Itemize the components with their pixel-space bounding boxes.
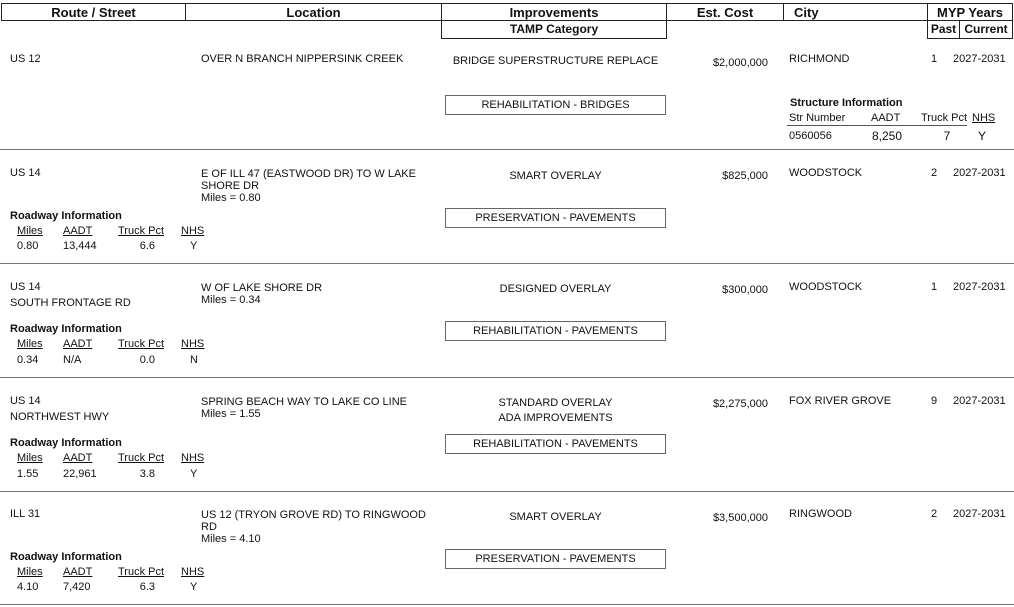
aadt: N/A xyxy=(63,354,82,366)
roadway-info-title: Roadway Information xyxy=(10,437,122,449)
past-years: 1 xyxy=(930,53,938,65)
miles: 0.80 xyxy=(17,240,39,252)
header-myp-years: MYP Years xyxy=(927,3,1013,21)
col-nhs: NHS xyxy=(181,452,205,464)
est-cost: $300,000 xyxy=(722,284,768,296)
col-truck-pct: Truck Pct xyxy=(118,566,165,578)
est-cost: $2,275,000 xyxy=(712,398,768,410)
col-miles: Miles xyxy=(17,566,43,578)
header-past: Past xyxy=(927,21,960,39)
aadt: 22,961 xyxy=(63,468,97,480)
header-improvements: Improvements xyxy=(441,3,667,21)
city: RICHMOND xyxy=(789,53,850,65)
improvement: SMART OVERLAY xyxy=(509,170,602,182)
structure-header-rule xyxy=(787,125,967,126)
header-tamp-category: TAMP Category xyxy=(441,21,667,39)
tamp-category: PRESERVATION - PAVEMENTS xyxy=(445,208,666,228)
roadway-info-title: Roadway Information xyxy=(10,210,122,222)
tamp-category: REHABILITATION - PAVEMENTS xyxy=(445,321,666,341)
route: US 14 xyxy=(10,395,41,407)
miles: 0.34 xyxy=(17,354,39,366)
col-aadt: AADT xyxy=(63,338,93,350)
truck-pct: 0.0 xyxy=(139,354,155,366)
location-line: W OF LAKE SHORE DR xyxy=(201,282,323,294)
past-years: 9 xyxy=(930,395,938,407)
nhs: Y xyxy=(190,240,198,252)
header-route-street: Route / Street xyxy=(1,3,186,21)
col-nhs: NHS xyxy=(972,112,996,124)
row-divider xyxy=(0,491,1014,492)
location-line: OVER N BRANCH NIPPERSINK CREEK xyxy=(201,53,404,65)
truck-pct: 6.6 xyxy=(139,240,155,252)
tamp-category: REHABILITATION - BRIDGES xyxy=(445,95,666,115)
tamp-category: PRESERVATION - PAVEMENTS xyxy=(445,549,666,569)
col-truck-pct: Truck Pct xyxy=(118,338,165,350)
current-years: 2027-2031 xyxy=(953,508,1006,520)
col-miles: Miles xyxy=(17,338,43,350)
nhs: N xyxy=(190,354,198,366)
route: US 14 xyxy=(10,281,41,293)
city: RINGWOOD xyxy=(789,508,852,520)
roadway-info-title: Roadway Information xyxy=(10,323,122,335)
miles: 4.10 xyxy=(17,581,39,593)
structure-info-title: Structure Information xyxy=(790,97,903,109)
col-miles: Miles xyxy=(17,452,43,464)
nhs: Y xyxy=(190,468,198,480)
col-nhs: NHS xyxy=(181,225,205,237)
header-current: Current xyxy=(959,21,1013,39)
location-line: E OF ILL 47 (EASTWOOD DR) TO W LAKE xyxy=(201,168,416,180)
truck-pct: 6.3 xyxy=(139,581,155,593)
current-years: 2027-2031 xyxy=(953,53,1006,65)
current-years: 2027-2031 xyxy=(953,281,1006,293)
current-years: 2027-2031 xyxy=(953,167,1006,179)
location-miles: Miles = 4.10 xyxy=(201,533,261,545)
location-miles: Miles = 0.34 xyxy=(201,294,261,306)
location-line: RD xyxy=(201,521,217,533)
row-divider xyxy=(0,263,1014,264)
nhs: Y xyxy=(977,129,986,143)
location-miles: Miles = 0.80 xyxy=(201,192,261,204)
aadt: 8,250 xyxy=(872,129,903,143)
improvement: DESIGNED OVERLAY xyxy=(499,283,612,295)
past-years: 1 xyxy=(930,281,938,293)
tamp-category: REHABILITATION - PAVEMENTS xyxy=(445,434,666,454)
col-truck-pct: Truck Pct xyxy=(118,452,165,464)
col-miles: Miles xyxy=(17,225,43,237)
improvement: BRIDGE SUPERSTRUCTURE REPLACE xyxy=(452,55,659,67)
route: US 12 xyxy=(10,53,41,65)
est-cost: $2,000,000 xyxy=(712,57,768,69)
route: ILL 31 xyxy=(10,508,41,520)
city: FOX RIVER GROVE xyxy=(789,395,892,407)
header-city: City xyxy=(783,3,928,21)
current-years: 2027-2031 xyxy=(953,395,1006,407)
aadt: 13,444 xyxy=(63,240,97,252)
street: SOUTH FRONTAGE RD xyxy=(10,297,131,309)
location-line: SPRING BEACH WAY TO LAKE CO LINE xyxy=(201,396,408,408)
city: WOODSTOCK xyxy=(789,167,863,179)
col-aadt: AADT xyxy=(63,452,93,464)
col-nhs: NHS xyxy=(181,566,205,578)
col-nhs: NHS xyxy=(181,338,205,350)
header-location: Location xyxy=(185,3,442,21)
street: NORTHWEST HWY xyxy=(10,411,110,423)
row-divider xyxy=(0,604,1014,605)
roadway-info-title: Roadway Information xyxy=(10,551,122,563)
est-cost: $3,500,000 xyxy=(712,512,768,524)
col-aadt: AADT xyxy=(871,112,901,124)
location-miles: Miles = 1.55 xyxy=(201,408,261,420)
est-cost: $825,000 xyxy=(722,170,768,182)
city: WOODSTOCK xyxy=(789,281,863,293)
aadt: 7,420 xyxy=(63,581,91,593)
col-aadt: AADT xyxy=(63,566,93,578)
row-divider xyxy=(0,149,1014,150)
col-truck-pct: Truck Pct xyxy=(118,225,165,237)
nhs: Y xyxy=(190,581,198,593)
str-number: 0560056 xyxy=(789,130,832,142)
miles: 1.55 xyxy=(17,468,39,480)
improvement: STANDARD OVERLAY xyxy=(498,397,613,409)
row-divider xyxy=(0,377,1014,378)
location-line: SHORE DR xyxy=(201,180,260,192)
col-str-number: Str Number xyxy=(789,112,846,124)
past-years: 2 xyxy=(930,508,938,520)
truck-pct: 3.8 xyxy=(139,468,155,480)
route: US 14 xyxy=(10,167,41,179)
location-line: US 12 (TRYON GROVE RD) TO RINGWOOD xyxy=(201,509,426,521)
col-truck-pct: Truck Pct xyxy=(921,112,968,124)
truck-pct: 7 xyxy=(943,129,951,143)
improvement: ADA IMPROVEMENTS xyxy=(498,412,613,424)
improvement: SMART OVERLAY xyxy=(509,511,602,523)
past-years: 2 xyxy=(930,167,938,179)
col-aadt: AADT xyxy=(63,225,93,237)
header-est-cost: Est. Cost xyxy=(666,3,784,21)
